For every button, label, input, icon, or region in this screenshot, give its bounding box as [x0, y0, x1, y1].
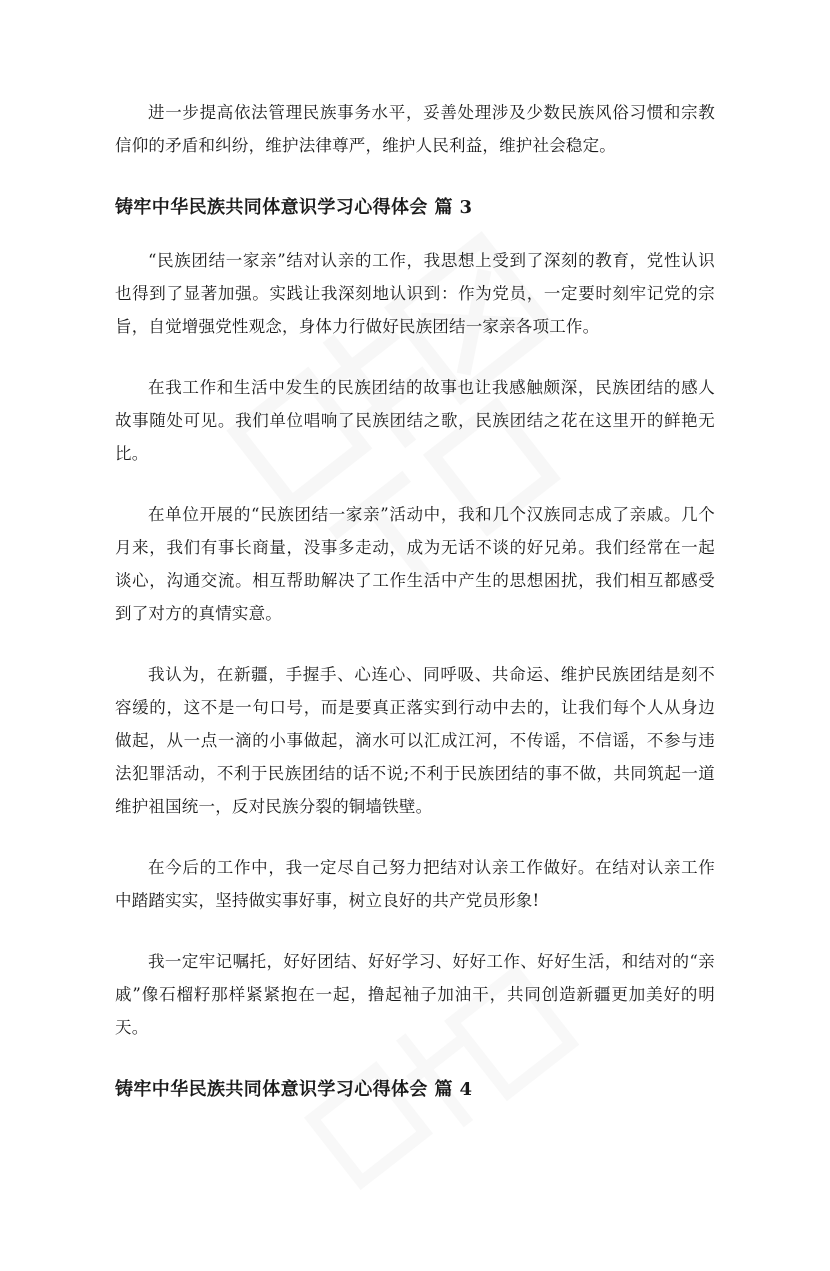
- section-3-paragraph-2: 在我工作和生活中发生的民族团结的故事也让我感触颇深，民族团结的感人故事随处可见。我们单位唱响了民族团结之歌，民族团结之花在这里开的鲜艳无比。: [115, 378, 715, 463]
- section-3-paragraph-3: 在单位开展的“民族团结一家亲”活动中，我和几个汉族同志成了亲戚。几个月来，我们有事长商量，没事多走动，成为无话不谈的好兄弟。我们经常在一起谈心，沟通交流。相互帮助解决了工作生活中产生的思想困扰，我们相互都感受到了对方的真情实意。: [115, 505, 715, 623]
- section-3-paragraph-6: 我一定牢记嘱托，好好团结、好好学习、好好工作、好好生活，和结对的“亲戚”像石榴籽那样紧紧抱在一起，撸起袖子加油干，共同创造新疆更加美好的明天。: [115, 952, 715, 1037]
- section-4-heading: 铸牢中华民族共同体意识学习心得体会 篇 4: [115, 1079, 473, 1100]
- section-3-paragraph-4: 我认为，在新疆，手握手、心连心、同呼吸、共命运、维护民族团结是刻不容缓的，这不是一句口号，而是要真正落实到行动中去的，让我们每个人从身边做起，从一点一滴的小事做起，滴水可以汇成江河，不传谣，不信谣，不参与违法犯罪活动，不利于民族团结的话不说;不利于民族团结的事不做，共同筑起一道维护祖国统一，反对民族分裂的铜墙铁壁。: [115, 665, 715, 816]
- section-3-paragraph-5: 在今后的工作中，我一定尽自己努力把结对认亲工作做好。在结对认亲工作中踏踏实实，坚持做实事好事，树立良好的共产党员形象!: [115, 858, 715, 910]
- section-3-heading: 铸牢中华民族共同体意识学习心得体会 篇 3: [115, 197, 473, 218]
- section-3-paragraph-1: “民族团结一家亲”结对认亲的工作，我思想上受到了深刻的教育，党性认识也得到了显著加强。实践让我深刻地认识到：作为党员，一定要时刻牢记党的宗旨，自觉增强党性观念，身体力行做好民族团结一家亲各项工作。: [115, 251, 715, 336]
- document-body: [115, 96, 715, 1126]
- paragraph-intro: 进一步提高依法管理民族事务水平，妥善处理涉及少数民族风俗习惯和宗教信仰的矛盾和纠纷，维护法律尊严，维护人民利益，维护社会稳定。: [115, 103, 715, 155]
